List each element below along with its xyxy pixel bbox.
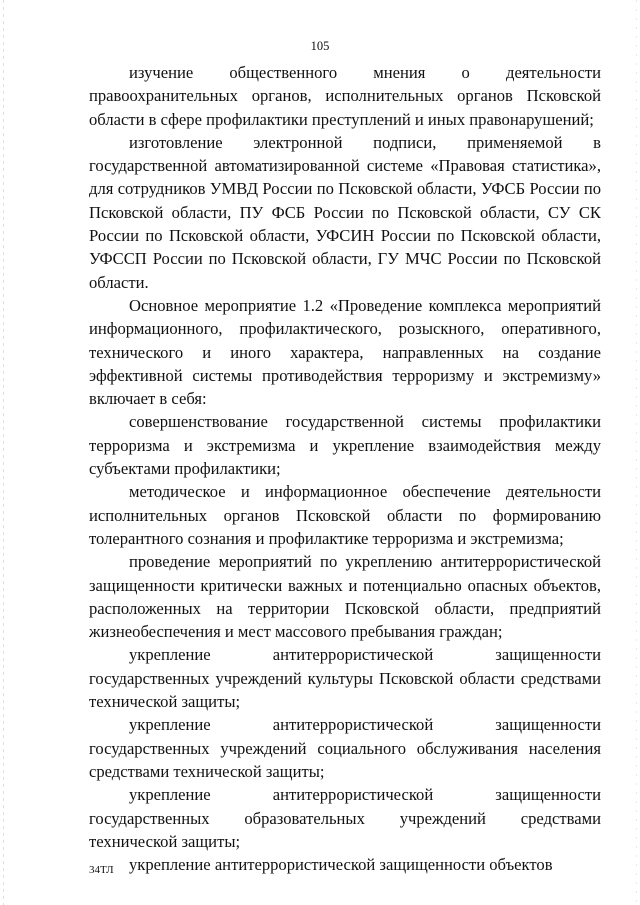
- paragraph-main-measure-1-2: Основное мероприятие 1.2 «Проведение комплекса мероприятий информационного, профилактического, розыскного, оперативного, технического и иного характера, направленных на создание эффективной системы противодействия терроризму и экстремизму» включает в себя:: [89, 295, 601, 409]
- scan-edge-left: [3, 0, 4, 905]
- paragraph-critical-objects: проведение мероприятий по укреплению антитеррористической защищенности критически важных и потенциально опасных объектов, расположенных на территории Псковской области, предприятий жизнеобеспечения и мест массового пребывания граждан;: [89, 552, 601, 642]
- paragraph-social-institutions: укрепление антитеррористической защищенности государственных учреждений социального обслуживания населения средствами технической защиты;: [89, 715, 601, 781]
- page-number: 105: [310, 39, 330, 53]
- scan-edge-right: [636, 0, 637, 905]
- paragraph-prevention-system: совершенствование государственной системы профилактики терроризма и экстремизма и укрепление взаимодействия между субъектами профилактики;: [89, 412, 601, 479]
- paragraph-public-opinion-study: изучение общественного мнения о деятельности правоохранительных органов, исполнительных органов Псковской области в сфере профилактики преступлений и иных правонарушений;: [89, 63, 601, 129]
- paragraph-electronic-signature: изготовление электронной подписи, применяемой в государственной автоматизированной системе «Правовая статистика», для сотрудников УМВД России по Псковской области, УФСБ России по Псковской области, ПУ ФСБ России по Псковской области, СУ СК России по Псковской области, УФСИН России по Псковской области, УФССП России по Псковской области, ГУ МЧС России по Псковской области.: [89, 132, 601, 292]
- paragraph-objects-protection: укрепление антитеррористической защищенности объектов: [129, 855, 553, 875]
- footer-code: 34ТЛ: [89, 864, 114, 876]
- document-body: [89, 61, 601, 876]
- paragraph-education-institutions: укрепление антитеррористической защищенности государственных образовательных учреждений средствами технической защиты;: [89, 785, 601, 851]
- paragraph-methodical-support: методическое и информационное обеспечение деятельности исполнительных органов Псковской области по формированию толерантного сознания и профилактике терроризма и экстремизма;: [89, 482, 601, 548]
- paragraph-culture-institutions: укрепление антитеррористической защищенности государственных учреждений культуры Псковской области средствами технической защиты;: [89, 645, 601, 712]
